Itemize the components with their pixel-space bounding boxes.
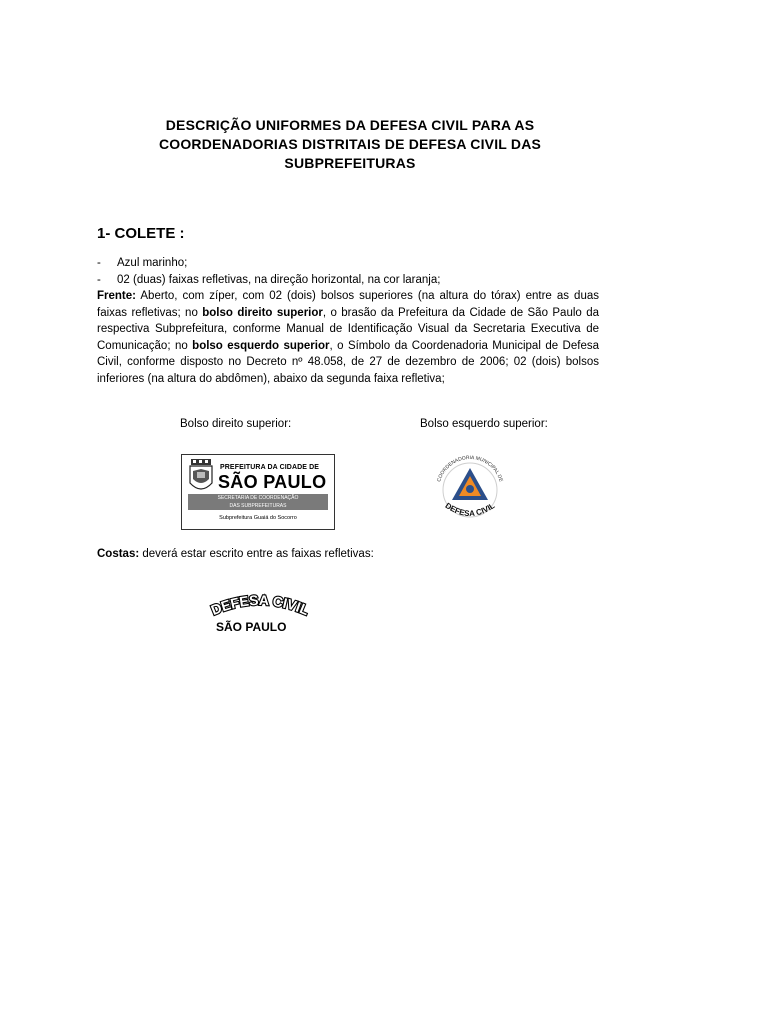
title-line-1: DESCRIÇÃO UNIFORMES DA DEFESA CIVIL PARA AS [165,117,535,133]
logo-top-text: PREFEITURA DA CIDADE DE [220,464,320,471]
defesa-civil-emblem [425,452,515,532]
bullet-text: Azul marinho; [117,257,188,269]
back-text: deverá estar escrito entre as faixas refletivas: [139,548,374,560]
emblem-arc-text: COORDENADORIA MUNICIPAL DE [436,454,504,483]
logo-secretaria-bar [188,494,328,510]
logo-city-name: SÃO PAULO [218,472,327,492]
paragraph-bold-1: bolso direito superior [202,306,323,319]
caption-right-pocket: Bolso direito superior: [180,418,292,430]
paragraph-text-2: , o brasão da Prefeitura da Cidade de São Paulo da respectiva Subprefeitura, conforme Manual de Identificação Visual da Secretaria Executiva de Comunicação; no [97,306,599,352]
bullet-marker: - [97,273,101,286]
logo-bar-line-2: DAS SUBPREFEITURAS [229,503,287,509]
back-arc-text: DEFESA CIVIL [208,591,312,619]
logo-subprefeitura-text: Subprefeitura Guaiá do Socorro [219,515,297,521]
list-item [97,272,440,289]
title-line-2: COORDENADORIAS DISTRITAIS DE DEFESA CIVIL DAS [158,136,542,152]
back-city-text: SÃO PAULO [216,620,287,634]
bullet-list [97,255,440,288]
paragraph-label: Frente: [97,290,136,302]
section-heading: 1- COLETE : [97,225,185,242]
prefeitura-sao-paulo-logo [181,454,335,530]
document-title [100,116,600,173]
logo-bar-line-1: SECRETARIA DE COORDENAÇÃO [217,495,299,501]
list-item [97,255,440,272]
paragraph-text-1: Aberto, com zíper, com 02 (dois) bolsos superiores (na altura do tórax) entre as duas faixas refletivas; no [97,290,599,319]
back-instruction [97,548,374,560]
emblem-bottom-text: DEFESA CIVIL [443,501,497,519]
bullet-marker: - [97,257,101,269]
coat-of-arms-icon [188,459,214,495]
front-paragraph [97,288,599,387]
paragraph-bold-2: bolso esquerdo superior [192,339,330,352]
paragraph-text-3: , o Símbolo da Coordenadoria Municipal de Defesa Civil, conforme disposto no Decreto nº 48.058, de 27 de dezembro de 2006; 02 (dois) bolsos inferiores (na altura do abdômen), abaixo da segunda faixa refletiva; [97,339,599,385]
bullet-text: 02 (duas) faixas refletivas, na direção horizontal, na cor laranja; [117,273,441,286]
title-line-3: SUBPREFEITURAS [284,155,416,171]
caption-left-pocket: Bolso esquerdo superior: [420,418,548,430]
back-label: Costas: [97,548,140,560]
